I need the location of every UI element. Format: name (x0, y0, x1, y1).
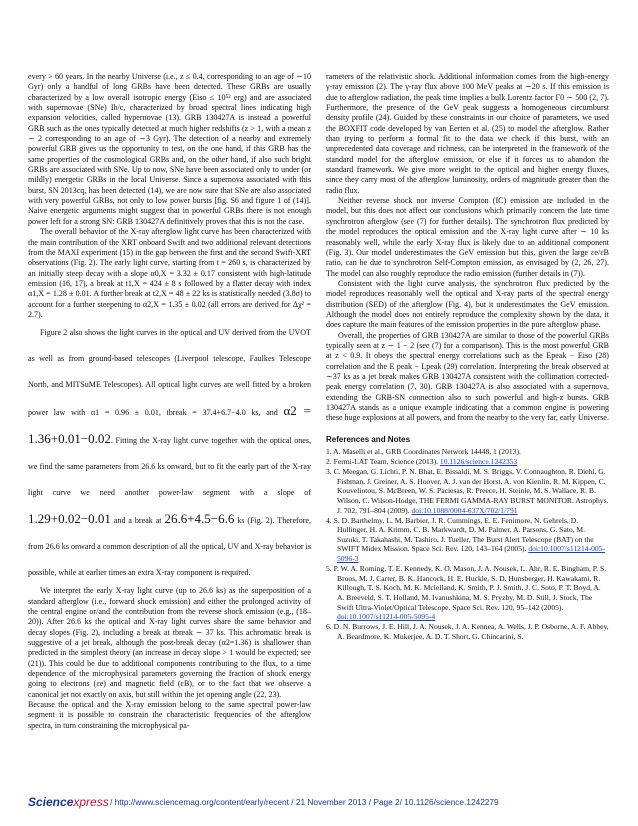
text-run: . Fitting the X-ray light curve together with the optical ones, we find the same parameters from 26.6 ks onward, but to fit the early part of the X-ray light curve we need another power-law segment with a slope of (28, 436, 311, 498)
reference-list (326, 447, 609, 641)
reference-item (326, 516, 609, 564)
text-run: ks (Fig. 2). Therefore, from 26.6 ks onward a common description of all the optical, UV and X-ray behavior is possible, while at earlier times an extra X-ray component is required. (28, 516, 312, 578)
paragraph: The overall behavior of the X-ray afterglow light curve has been characterized with the main contribution of the XRT onboard Swift and two additional relevant detections from the MAXI experiment (15) in the gap between the first and the second Swift-XRT observations (Fig. 2). The early light curve, starting from t = 260 s, is characterized by an initially steep decay with a slope α0,X = 3.32 ± 0.17 consistent with high-latitude emission (16, 17), a break at t1,X = 424 ± 8 s followed by a flatter decay with index α1,X = 1.28 ± 0.01. A further break at t2,X = 48 ± 22 ks is statistically needed (3.8σ) to account for a further steepening to α2,X = 1.35 ± 0.02 (all errors are derived for Δχ² = 2.7). (28, 227, 311, 319)
paragraph: rameters of the relativistic shock. Additional information comes from the high-energy γ-ray emission (2). The γ-ray flux above 100 MeV peaks at ∼20 s. If this emission is due to afterglow radiation, the peak time implies a bulk Lorentz factor Γ0 ∼ 500 (2, 7). Furthermore, the presence of the GeV peak suggests a homogeneous circumburst density profile (24). Guided by these constraints in our choice of parameters, we used the BOXFIT code developed by van Eerten et al. (25) to model the afterglow. Rather than trying to perform a formal fit to the data we check if this burst, with an unprecedented data coverage and richness, can be interpreted in the framework of the standard model for the afterglow emission, or else if it forces us to abandon the standard framework. We give more weight to the optical and higher energy fluxes, since they carry most of the afterglow luminosity, orders of magnitude greater than the radio flux. (326, 72, 609, 195)
equation: 1.29+0.02−0.01 (28, 511, 111, 527)
paragraph: We interpret the early X-ray light curve (up to 26.6 ks) as the superposition of a standard afterglow (i.e., forward shock emission) and either the prolonged activity of the central engine or/and the contribution from the reverse shock emission (e.g., (18–20)). After 26.6 ks the optical and X-ray light curves share the same behavior and decay slopes (Fig. 2), including a break at tbreak ∼ 37 ks. This achromatic break is suggestive of a jet break, although the post-break decay (α2=1.36) is shallower than predicted in the simplest theory (an increase in decay slope > 1 would be expected; see (21)). This could be due to additional components contributing to the flux, to a time dependence of the microphysical parameters governing the fraction of shock energy going to electrons (εe) and magnetic field (εB), or to the fact that we observe a canonical jet not exactly on axis, but still within the jet opening angle (22, 23). (28, 586, 311, 699)
equation: 26.6+4.5−6.6 (164, 511, 235, 527)
sciencexpress-logo (28, 795, 109, 809)
reference-text: 1. A. Maselli et al., GRB Coordinates Network 14448, 1 (2013). (326, 447, 521, 457)
paragraph: Neither reverse shock nor inverse Compton (IC) emission are included in the model, but this does not affect our conclusions which primarily concern the late time synchrotron afterglow (see (7) for further details). The synchrotron flux predicted by the model reproduces the optical emission and the X-ray light curve after ∼ 10 ks reasonably well, while the early X-ray flux is likely due to an additional component (Fig. 3). Our model underestimates the GeV emission but this, given the large εe/εB ratio, can be due to synchrotron Self-Compton emission, as envisaged by (2, 26, 27). The model can also roughly reproduce the radio emission (further details in (7)). (326, 196, 609, 278)
left-column (28, 72, 311, 731)
references-heading: References and Notes (326, 434, 411, 444)
logo-sub: xpress (73, 795, 109, 809)
reference-text: 4. S. D. Barthelmy, L. M. Barbier, J. R. Cummings, E. E. Fenimore, N. Gehrels, D. Hullinger, H. A. Krimm, C. B. Markwardt, D. M. Palmer, A. Parsons, G. Sato, M. Suzuki, T. Takahashi, M. Tashiro, J. Tueller, The Burst Alert Telescope (BAT) on the SWIFT Midex Mission. Space Sci. Rev. 120, 143–164 (2005). (326, 515, 594, 554)
reference-item (326, 622, 609, 641)
doi-link[interactable]: 10.1126/science.1242353 (439, 457, 518, 467)
paragraph: Because the optical and the X-ray emission belong to the same spectral power-law segment it is possible to constrain the characteristic frequencies of the afterglow spectra, in turn constraining the microphysical pa- (28, 700, 311, 730)
paragraph (28, 320, 311, 586)
text-run: Figure 2 also shows the light curves in the optical and UV derived from the UVOT as well as from ground-based telescopes (Liverpool telescope, Faulkes Telescope North, and MITSuME Telescopes). All optical light curves are well fitted by a broken power law with α1 = 0.96 ± 0.01, tbreak = 37.4+6.7−4.0 ks, and (28, 328, 311, 418)
reference-text: 5. P. W. A. Roming, T. E. Kennedy, K. O. Mason, J. A. Nousek, L. Ahr, R. E. Bingham, P. S. Broos, M. J. Carter, B. K. Hancock, H. E. Huckle, S. D. Hunsberger, H. Kawakami, R. Killough, T. S. Koch, M. K. Mclelland, K. Smith, P. J. Smith, J. C. Soto, P. T. Boyd, A. A. Breeveld, S. T. Holland, M. Ivanushkina, M. S. Pryzby, M. D. Still, J. Stock, The Swift Ultra-Violet/Optical Telescope. Space Sci. Rev. 120, 95–142 (2005). (326, 564, 607, 612)
doi-link[interactable]: doi:10.1007/s11214-005-5096-3 (337, 544, 606, 564)
reference-item (326, 447, 609, 457)
equation: α2 = 1.36+0.01−0.02 (28, 403, 312, 447)
text-run: and a break at (113, 516, 162, 526)
paragraph: every > 60 years. In the nearby Universe (i.e., z ≤ 0.4, corresponding to an age of ∼10 Gyr) only a handful of long GRBs have been detected. These GRBs are usually characterized by a low overall isotropic energy (Eiso ≤ 10⁵² erg) and are associated with supernovae (SNe) Ib/c, characterized by broad spectral lines indicating high expansion velocities, called hypernovae (13). GRB 130427A is instead a powerful GRB such as the ones typically detected at much higher redshifts (z > 1, with a mean z ∼ 2 corresponding to an age of ∼3 Gyr). The detection of a nearby and extremely powerful GRB gives us the opportunity to test, on the one hand, if this GRB has the same properties of the cosmological GRBs and, on the other hand, if also such bright GRBs are associated with SNe. Up to now, SNe have been associated only to under (or mildly) energetic GRBs in the local Universe. Since a supernova associated with this burst, SN 2013cq, has been detected (14), we are now sure that SNe are also associated with very powerful GRBs, not only to low power bursts [fig. S6 and figure 1 of (14)]. Naive energetic arguments might suggest that in powerful GRBs there is not enough power left for a strong SN: GRB 130427A definitively proves that this is not the case. (28, 72, 311, 226)
logo-main: Science (28, 795, 74, 809)
footer-line: / http://www.sciencemag.org/content/early/recent / 21 November 2013 / Page 2/ 10.1126/science.1242279 (110, 797, 499, 807)
page-footer (28, 795, 612, 815)
paragraph: Consistent with the light curve analysis, the synchrotron flux predicted by the model reproduces reasonably well the optical and X-ray parts of the spectral energy distribution (SED) of the afterglow (Fig. 4), but it underestimates the GeV emission. Although the model does not entirely reproduce the complexity shown by the data, it does capture the main features of the emission properties in the pure afterglow phase. (326, 278, 609, 330)
reference-text: 3. C. Meegan, G. Lichti, P. N. Bhat, E. Bissaldi, M. S. Briggs, V. Connaughton, R. Diehl, G. Fishman, J. Greiner, A. S. Hoover, A. J. van der Horst, A. von Kienlin, R. M. Kippen, C. Kouveliotou, S. McBreen, W. S. Paciesas, R. Preece, H. Steinle, M. S. Wallace, R. B. Wilson, C. Wilson-Hodge, THE FERMI GAMMA-RAY BURST MONITOR. Astrophys. J. 702, 791–804 (2009). (326, 467, 609, 515)
reference-item (326, 564, 609, 622)
reference-text: 2. Fermi-LAT Team, Science (2013). (326, 457, 440, 467)
reference-text: 6. D. N. Burrows, J. E. Hill, J. A. Nousek, J. A. Kennea, A. Wells, J. P. Osborne, A. F. Abbey, A. Beardmore, K. Mukerjee, A. D. T. Short, G. Chincarini, S. (326, 622, 609, 641)
paragraph: Overall, the properties of GRB 130427A are similar to those of the powerful GRBs typically seen at z ∼ 1 − 2 (see (7) for a comparison). This is the most powerful GRB at z < 0.9. It obeys the spectral energy correlations such as the Epeak − Eiso (28) correlation and the E peak − Lpeak (29) correlation. Interpreting the break observed at ∼37 ks as a jet break makes GRB 130427A consistent with the collimation corrected-peak energy correlation (7, 30). GRB 130427A is also associated with a supernova, extending the GRB-SN connection also to such powerful and high-z bursts. GRB 130427A stands as a unique example indicating that a common engine is powering these huge explosions at all powers, and from the nearby to the very far, early Universe. (326, 330, 610, 423)
doi-link[interactable]: doi:10.1007/s11214-005-5095-4 (337, 612, 436, 622)
right-column (326, 72, 609, 642)
doi-link[interactable]: doi:10.1088/0004-637X/702/1/791 (411, 505, 518, 515)
reference-item (326, 467, 609, 515)
reference-item (326, 457, 609, 467)
